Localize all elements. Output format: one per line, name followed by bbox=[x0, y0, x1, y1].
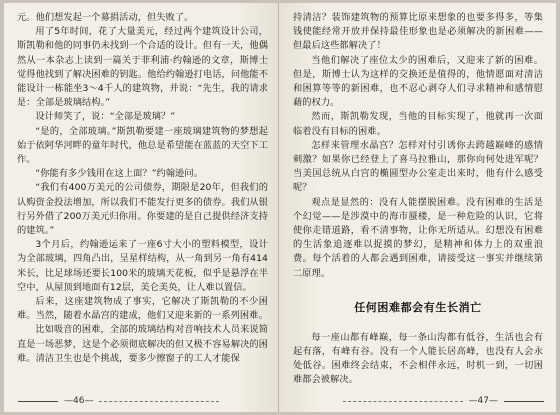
paragraph: “是的，全部玻璃。”斯凯勒要建一座玻璃建筑物的梦想起始于依阿华河畔的童年时代，他总是希望能在蓝蓝的天空下工作。 bbox=[17, 125, 268, 166]
paragraph: 3个月后，约翰逊运来了一座6寸大小的塑料模型，设计为全部玻璃，四角凸出，呈星样结构，从一角到另一角有414米长，比足球场还要长100米的玻璃天花板，似乎是悬浮在半空中，从屋顶到地面有12层，美仑美奂，让人难以置信。 bbox=[17, 239, 268, 293]
footer-dashes bbox=[99, 401, 219, 402]
paragraph: “我们有400万美元的公司债券，期限是20年，但我们的认购资金投法增加，所以我们不能发行更多的债券。我们从银行另外借了200万美元归你用。你要建的是自己提供经济支持的建筑。” bbox=[17, 182, 268, 237]
paragraph: 然而，斯凯勒发现，当他的目标实现了，他就再一次面临着没有目标的困难。 bbox=[293, 111, 543, 137]
section-title: 任何困难都会有生长消亡 bbox=[354, 300, 482, 314]
right-page bbox=[279, 3, 556, 412]
book-spread bbox=[4, 3, 556, 412]
left-page-footer bbox=[18, 396, 219, 406]
paragraph: 当他们解决了座位太少的困难后，又迎来了新的困难。但是，斯博士认为这样的交换还是值得的，他情愿面对清洁和困算等等的新困难，也不忍心剥夺人们寻求精神和感情慰藉的权力。 bbox=[293, 54, 543, 109]
paragraph: 后来，这座建筑物成了事实，它解决了斯凯勒的不少困难。当然，随着水晶宫的建成，他们又迎来新的一系列困难。 bbox=[17, 296, 268, 322]
paragraph: 每一座山都有峰巅，每一条山沟都有低谷，生活也会有起有落，有峰有谷。没有一个人能长居高峰，也没有人会永处低谷。困难终会结束，不会相伴永远，时机一到，一切困难都会被解决。 bbox=[293, 331, 543, 386]
right-page-footer bbox=[343, 396, 544, 406]
page-number: —46— bbox=[64, 396, 94, 406]
paragraph: 用了5年时间，花了大量美元，经过两个建筑设计公司，斯凯勒和他的同事仍未找到一个合适的设计。但有一天，他偶然从一本杂志上读到一篇关于菲利浦·约翰逊的文章，斯博士觉得他找到了解决困难的钥匙。他给约翰逊打电话，问他能不能设计一栋能坐3～4千人的建筑物，并说：“先生，我的请求是：全部是玻璃结构。” bbox=[17, 26, 268, 109]
paragraph: 观点是显然的：没有人能摆脱困难。没有困难的生活是个幻觉——是涉漠中的海市蜃楼，是一种危险的认识，它将使你走错道路，看不清事物，让你无所适从。幻想没有困难的生活象追逐难以捉摸的梦幻，是精神和体力上的双重浪费。每个活着的人都会遇到困难，请接受这一事实并继续第二原理。 bbox=[293, 196, 543, 279]
paragraph: “你能有多少钱用在这上面？”约翰逊问。 bbox=[35, 168, 203, 180]
paragraph: 持清洁？装饰建筑物的预算比原来想象的也要多得多，等集钱使能经常开放并保持最佳形象也是必须解决的新困难——但最后这些都解决了！ bbox=[293, 12, 543, 52]
right-page-body bbox=[293, 11, 543, 388]
left-page-body bbox=[17, 11, 268, 366]
footer-dashes bbox=[343, 401, 463, 402]
page-number: —47— bbox=[468, 396, 498, 406]
left-page bbox=[4, 3, 279, 412]
footer-rule bbox=[504, 401, 544, 402]
paragraph: 比如吸音的困难，全部的玻璃结构对音响技术人员来说简直是一场恶梦，这是个必须彻底解决的但又极不容易解决的困难。清洁卫生也是个挑战，要多少擦窗子的工人才能保 bbox=[17, 324, 268, 364]
paragraph: 设计师笑了，说：“全部是玻璃？” bbox=[35, 111, 176, 123]
paragraph: 怎样来管理水晶宫？怎样对付引诱你去跨越巅峰的感情刺激？如果你已经登上了喜马拉雅山，那你向何处进军呢？当美国总统从白宫的椭圆型办公室走出来时，他有什么感受呢？ bbox=[293, 139, 543, 194]
footer-rule bbox=[18, 401, 58, 402]
paragraph: 元。他们想发起一个募捐活动，但失败了。 bbox=[17, 12, 194, 23]
